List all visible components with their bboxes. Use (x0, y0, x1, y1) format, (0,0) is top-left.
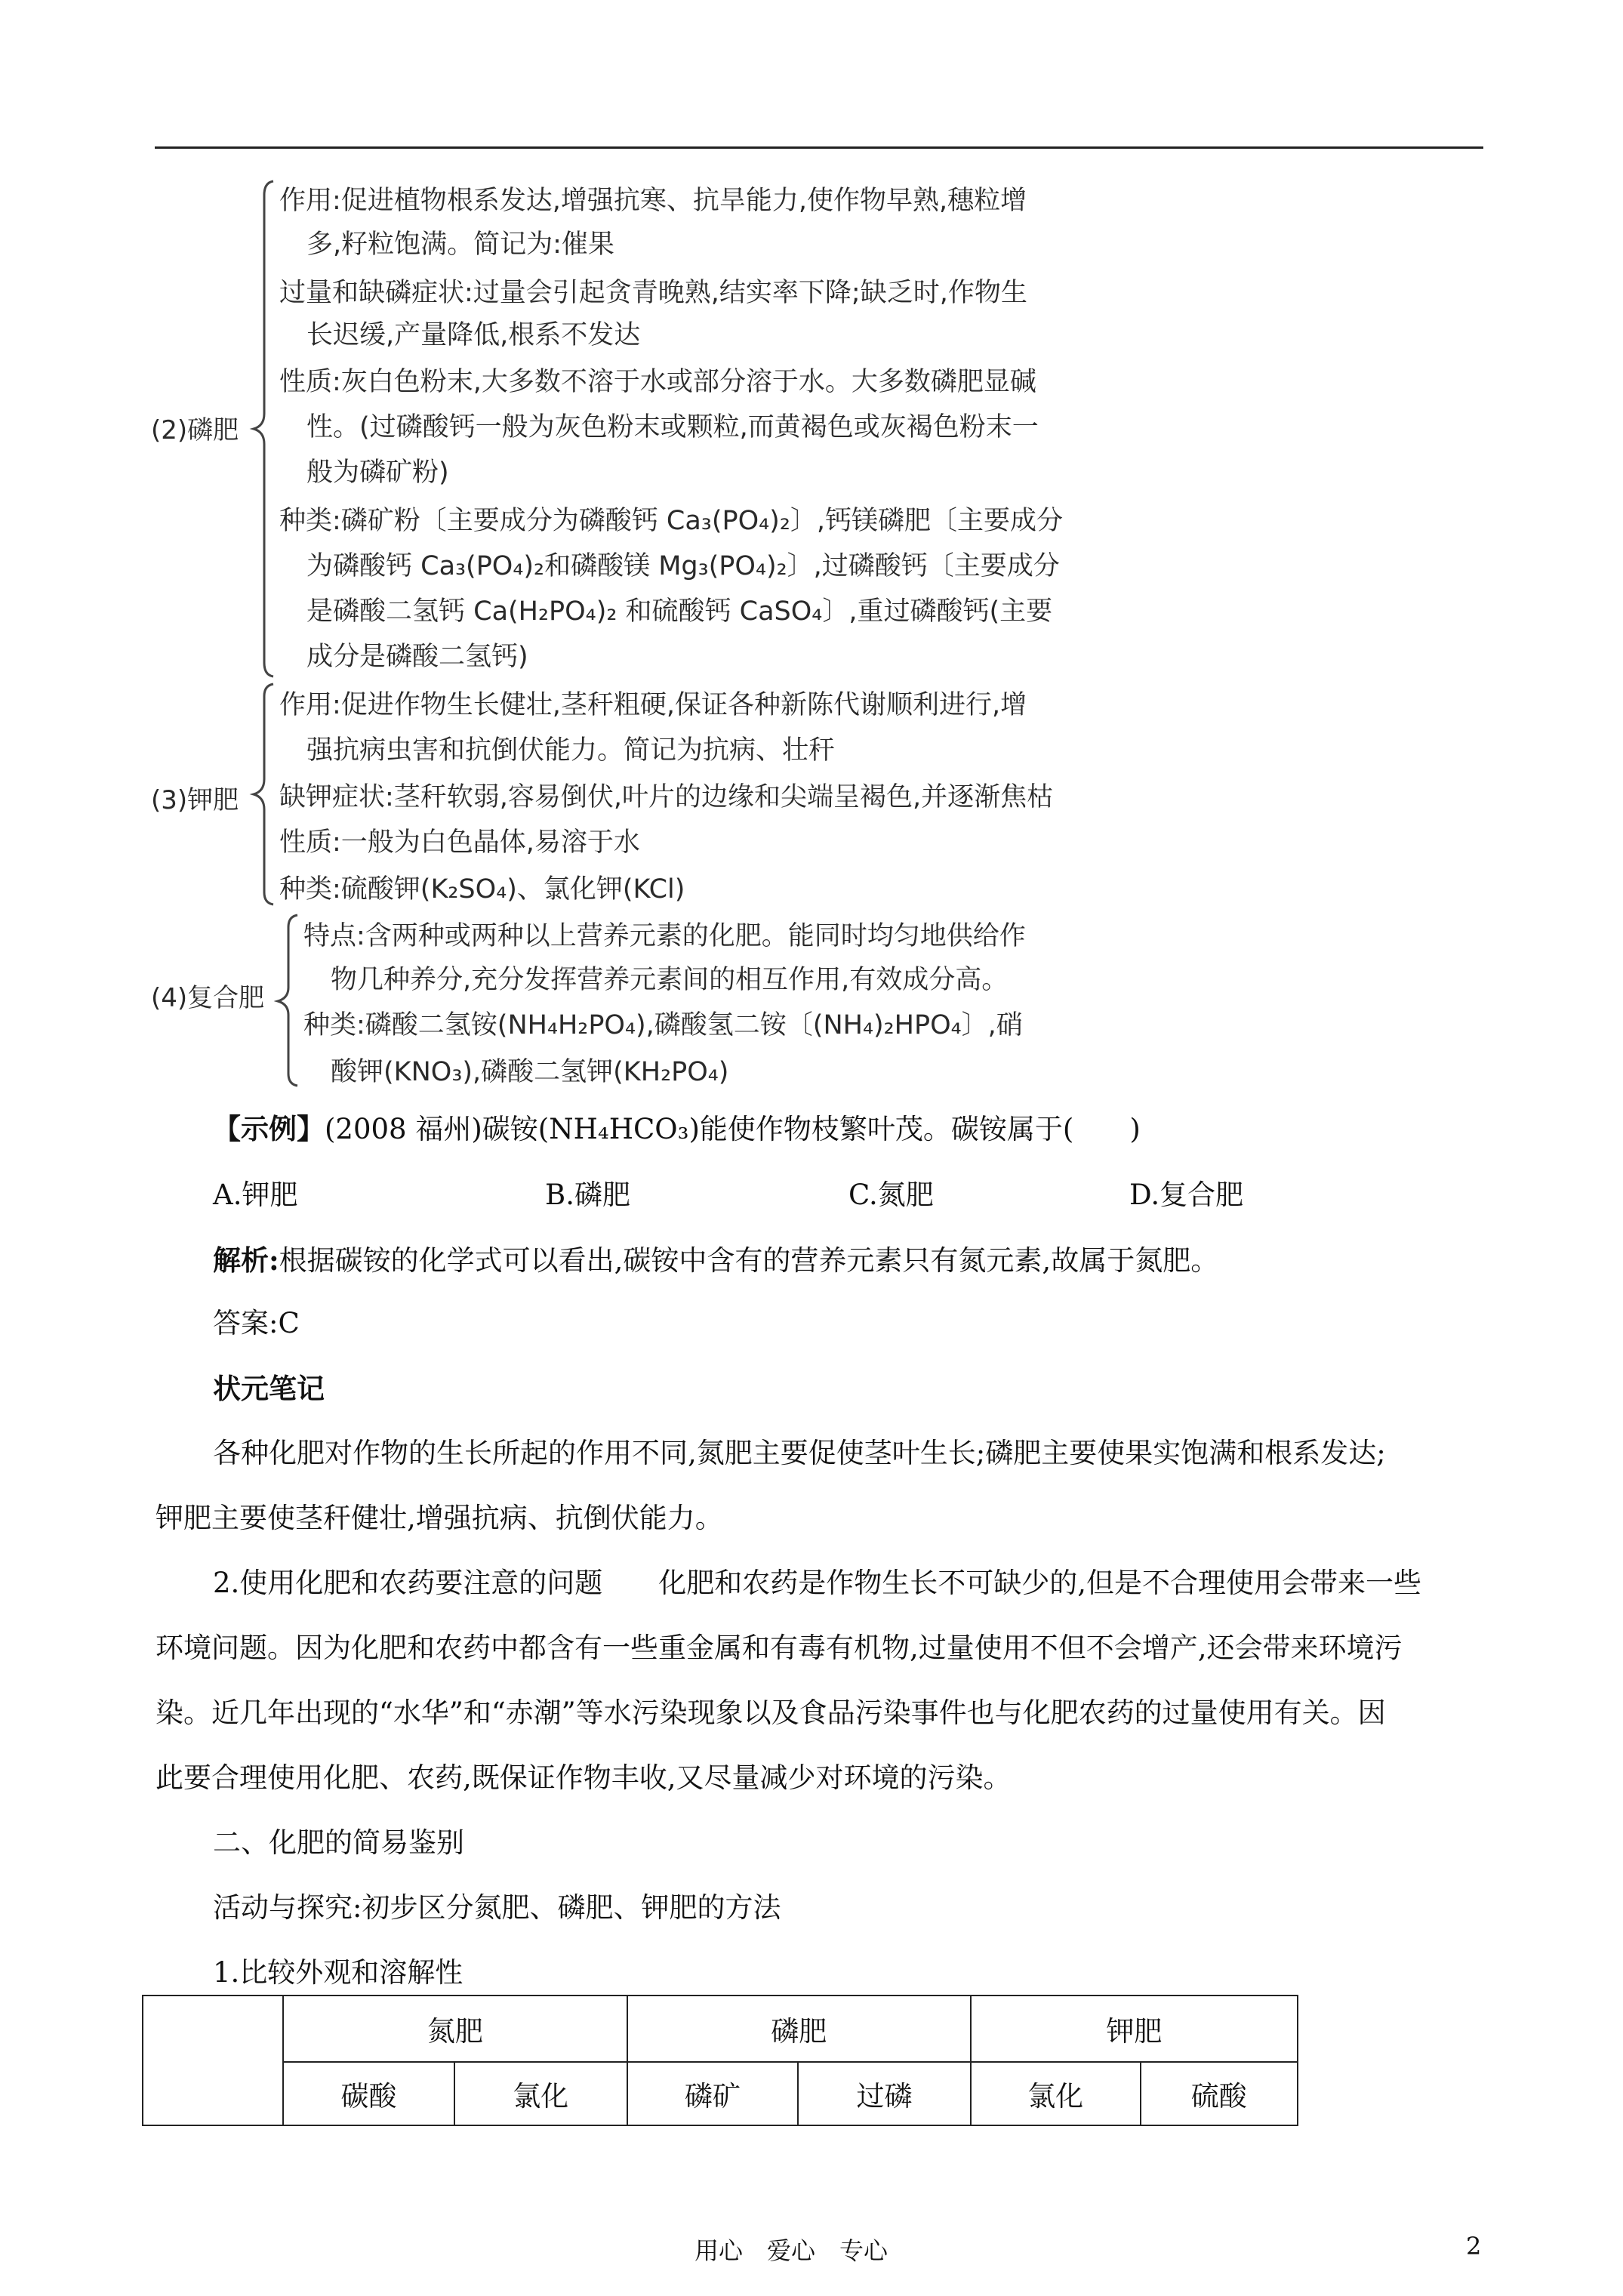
phosphate-line: 般为磷矿粉) (306, 458, 449, 488)
table-sub-cell: 磷矿 (627, 2062, 799, 2125)
table-sub-cell: 过磷 (798, 2062, 971, 2125)
potassium-label: (3)钾肥 (151, 785, 239, 815)
example-line (213, 1111, 1141, 1147)
notes-line: 各种化肥对作物的生长所起的作用不同,氮肥主要促使茎叶生长;磷肥主要使果实饱满和根系发达; (213, 1437, 1386, 1469)
example-tag: 【示例】 (213, 1112, 325, 1145)
phosphate-line: 作用:促进植物根系发达,增强抗寒、抗旱能力,使作物早熟,穗粒增 (279, 186, 1027, 216)
part2-heading: 二、化肥的简易鉴别 (213, 1826, 464, 1859)
compound-label: (4)复合肥 (151, 983, 265, 1013)
footer-motto: 用心 爱心 专心 (694, 2236, 888, 2265)
table-group-phosphate: 磷肥 (627, 1996, 971, 2062)
answer: 答案:C (213, 1307, 300, 1339)
analysis-label: 解析: (213, 1244, 279, 1277)
table-sub-cell: 碳酸 (283, 2062, 454, 2125)
scanned-fertilizer-block (0, 0, 1623, 1087)
page-number: 2 (1466, 2232, 1482, 2261)
table-group-nitrogen: 氮肥 (283, 1996, 627, 2062)
option-a: A.钾肥 (213, 1179, 298, 1211)
phosphate-line: 长迟缓,产量降低,根系不发达 (306, 320, 641, 350)
section2-line: 此要合理使用化肥、农药,既保证作物丰收,又尽量减少对环境的污染。 (156, 1761, 1012, 1794)
compound-line: 酸钾(KNO₃),磷酸二氢钾(KH₂PO₄) (331, 1057, 729, 1087)
table-subheader-row (143, 2062, 1298, 2125)
phosphate-line: 种类:磷矿粉〔主要成分为磷酸钙 Ca₃(PO₄)₂〕,钙镁磷肥〔主要成分 (279, 506, 1063, 536)
notes-title: 状元笔记 (213, 1372, 325, 1405)
notes-line: 钾肥主要使茎秆健壮,增强抗病、抗倒伏能力。 (156, 1502, 723, 1534)
potassium-brace (248, 683, 278, 906)
comparison-table (142, 1995, 1298, 2126)
table-group-potassium: 钾肥 (971, 1996, 1298, 2062)
part2-step1: 1.比较外观和溶解性 (213, 1956, 463, 1989)
phosphate-line: 多,籽粒饱满。简记为:催果 (306, 230, 614, 260)
potassium-line: 种类:硫酸钾(K₂SO₄)、氯化钾(KCl) (279, 874, 685, 905)
potassium-line: 作用:促进作物生长健壮,茎秆粗硬,保证各种新陈代谢顺利进行,增 (279, 690, 1027, 720)
compound-line: 种类:磷酸二氢铵(NH₄H₂PO₄),磷酸氢二铵〔(NH₄)₂HPO₄〕,硝 (303, 1010, 1023, 1040)
analysis-text: 根据碳铵的化学式可以看出,碳铵中含有的营养元素只有氮元素,故属于氮肥。 (279, 1244, 1219, 1277)
phosphate-line: 过量和缺磷症状:过量会引起贪青晚熟,结实率下降;缺乏时,作物生 (279, 278, 1027, 308)
phosphate-line: 为磷酸钙 Ca₃(PO₄)₂和磷酸镁 Mg₃(PO₄)₂〕,过磷酸钙〔主要成分 (306, 551, 1060, 581)
table-sub-cell: 氯化 (971, 2062, 1141, 2125)
potassium-line: 缺钾症状:茎秆软弱,容易倒伏,叶片的边缘和尖端呈褐色,并逐渐焦枯 (279, 782, 1054, 812)
compound-brace (272, 914, 302, 1087)
potassium-line: 性质:一般为白色晶体,易溶于水 (279, 827, 640, 858)
part2-activity: 活动与探究:初步区分氮肥、磷肥、钾肥的方法 (213, 1891, 781, 1924)
example-question: (2008 福州)碳铵(NH₄HCO₃)能使作物枝繁叶茂。碳铵属于( ) (325, 1113, 1141, 1145)
phosphate-brace (248, 180, 278, 678)
table-header-row (143, 1996, 1298, 2062)
phosphate-line: 是磷酸二氢钙 Ca(H₂PO₄)₂ 和硫酸钙 CaSO₄〕,重过磷酸钙(主要 (306, 596, 1053, 627)
phosphate-line: 成分是磷酸二氢钙) (306, 642, 528, 672)
phosphate-label: (2)磷肥 (151, 415, 239, 445)
section2-line: 染。近几年出现的“水华”和“赤潮”等水污染现象以及食品污染事件也与化肥农药的过量使用有关。因 (156, 1697, 1386, 1729)
option-c: C.氮肥 (848, 1179, 934, 1211)
compound-line: 特点:含两种或两种以上营养元素的化肥。能同时均匀地供给作 (303, 921, 1026, 951)
potassium-line: 强抗病虫害和抗倒伏能力。简记为抗病、壮秆 (306, 735, 836, 766)
phosphate-line: 性质:灰白色粉末,大多数不溶于水或部分溶于水。大多数磷肥显碱 (279, 367, 1036, 397)
phosphate-line: 性。(过磷酸钙一般为灰色粉末或颗粒,而黄褐色或灰褐色粉末一 (306, 412, 1039, 442)
table-sub-cell: 氯化 (454, 2062, 627, 2125)
analysis-line (213, 1243, 1218, 1278)
section2-line: 环境问题。因为化肥和农药中都含有一些重金属和有毒有机物,过量使用不但不会增产,还会带来环境污 (156, 1632, 1403, 1664)
compound-line: 物几种养分,充分发挥营养元素间的相互作用,有效成分高。 (331, 965, 1009, 995)
table-corner-cell (143, 1996, 283, 2125)
table-sub-cell: 硫酸 (1141, 2062, 1298, 2125)
section2-line: 2.使用化肥和农药要注意的问题 化肥和农药是作物生长不可缺少的,但是不合理使用会带来一些 (213, 1567, 1422, 1599)
option-b: B.磷肥 (545, 1179, 630, 1211)
option-d: D.复合肥 (1129, 1179, 1244, 1211)
